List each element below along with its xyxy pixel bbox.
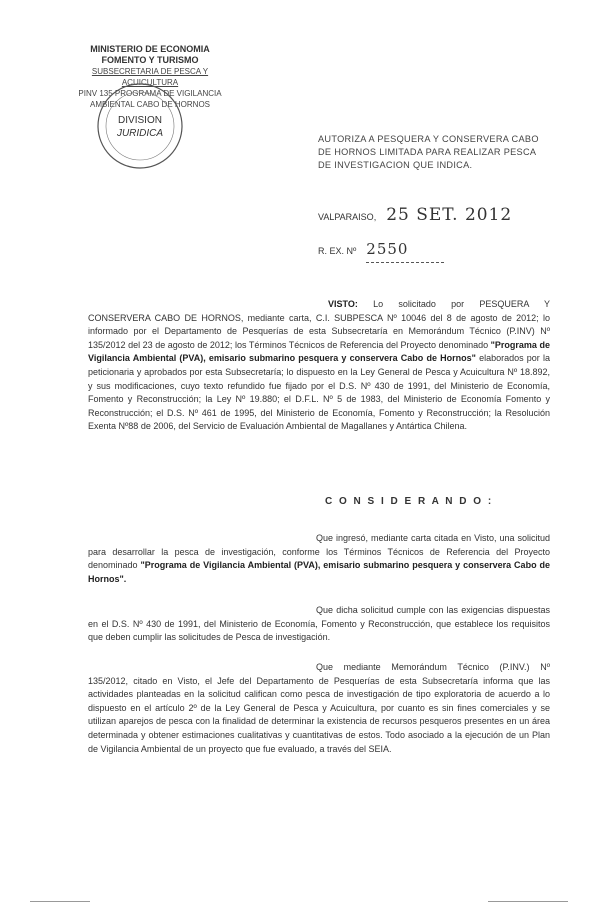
resolution-number bbox=[366, 240, 408, 258]
reference-line2: AMBIENTAL CABO DE HORNOS bbox=[89, 100, 211, 109]
ministry-name: MINISTERIO DE ECONOMIA bbox=[90, 44, 210, 54]
considerando-paragraph-3: Que mediante Memorándum Técnico (P.INV.) Nº 135/2012, citado en Visto, el Jefe del Departamento de Pesquerías de esta Subsecretaría informa que las actividades planteadas en la solicitud califican como pesca de investigación de tipo exploratoria de acuerdo a lo dispuesto en el artículo 2º de la Ley General de Pesca y Acuicultura, por cuanto es sin fines comerciales y se utilizan aparejos de pesca con la finalidad de determinar la existencia de recursos pesqueros presentes en un área determinada y obtener estimaciones cualitativas y cuantitativas de estos. Todo asociado a la ejecución de un Plan de Vigilancia Ambiental de un proyecto que fue evaluado, a través del SEIA. bbox=[88, 662, 550, 754]
dateline bbox=[318, 205, 512, 225]
considerando-heading: C O N S I D E R A N D O : bbox=[325, 496, 494, 507]
resolution-number-value: 2550 bbox=[366, 240, 409, 258]
visto-text-end: elaborados por la peticionaria y aprobados por esta Subsecretaría; lo dispuesto en la Ley General de Pesca y Acuicultura Nº 18.892, y sus modificaciones, cuyo texto refundido fue fijado por el D.S. Nº 430 de 1991, del Ministerio de Economía, Fomento y Reconstrucción; la Ley Nº 19.880; el D.F.L. Nº 5 de 1983, del Ministerio de Economía Fomento y Reconstrucción; el D.S. Nº 461 de 1995, del Ministerio de Economía, Fomento y Reconstrucción; la Resolución Exenta Nº88 de 2006, del Servicio de Evaluación Ambiental de Magallanes y Antártica Chilena. bbox=[88, 353, 550, 432]
dateline-date: 25 SET. 2012 bbox=[386, 205, 513, 225]
subsecretaria-name: SUBSECRETARIA DE PESCA Y ACUICULTURA bbox=[91, 67, 209, 87]
visto-project-name: "Programa de Vigilancia Ambiental (PVA), emisario submarino pesquera y conservera Cabo de Hornos" bbox=[88, 339, 550, 364]
division-juridica-stamp bbox=[80, 80, 200, 172]
dateline-city: VALPARAISO, bbox=[318, 212, 377, 222]
considerando-1-text: Que ingresó, mediante carta citada en Visto, una solicitud para desarrollar la pesca de investigación, conforme los Términos Técnicos de Referencia del Proyecto denominado bbox=[88, 533, 550, 571]
considerando-paragraph-1 bbox=[88, 532, 550, 586]
ministry-name-line2: FOMENTO Y TURISMO bbox=[101, 55, 199, 65]
reference-line: PINV 135 PROGRAMA DE VIGILANCIA bbox=[78, 89, 222, 98]
resolution-subject: AUTORIZA A PESQUERA Y CONSERVERA CABO DE HORNOS LIMITADA PARA REALIZAR PESCA DE INVESTIGACION QUE INDICA. bbox=[318, 134, 539, 170]
considerando-1-project: "Programa de Vigilancia Ambiental (PVA), emisario submarino pesquera y conservera Cabo de Hornos". bbox=[88, 560, 551, 584]
resolution-number-line bbox=[318, 240, 408, 258]
footer-rule-left bbox=[30, 901, 90, 902]
visto-label: VISTO: bbox=[328, 299, 358, 309]
footer-rule-right bbox=[488, 901, 568, 902]
visto-paragraph bbox=[88, 298, 550, 434]
resolution-underline bbox=[366, 262, 444, 263]
stamp-text-line2: JURIDICA bbox=[116, 128, 164, 139]
resolution-label: R. EX. Nº bbox=[318, 246, 357, 256]
stamp-text-line1: DIVISION bbox=[118, 115, 162, 126]
visto-text: Lo solicitado por PESQUERA Y CONSERVERA CABO DE HORNOS, mediante carta, C.I. SUBPESCA Nº 10046 del 8 de agosto de 2012; lo informado por el Departamento de Pesquerías de esta Subsecretaría en Memorándum Técnico (P.INV) Nº 135/2012 del 23 de agosto de 2012; los Términos Técnicos de Referencia del Proyecto denominado bbox=[88, 299, 550, 350]
considerando-paragraph-2: Que dicha solicitud cumple con las exigencias dispuestas en el D.S. Nº 430 de 1991, del Ministerio de Economía, Fomento y Reconstrucción, que establece los requisitos que deben cumplir las solicitudes de Pesca de investigación. bbox=[88, 605, 550, 643]
